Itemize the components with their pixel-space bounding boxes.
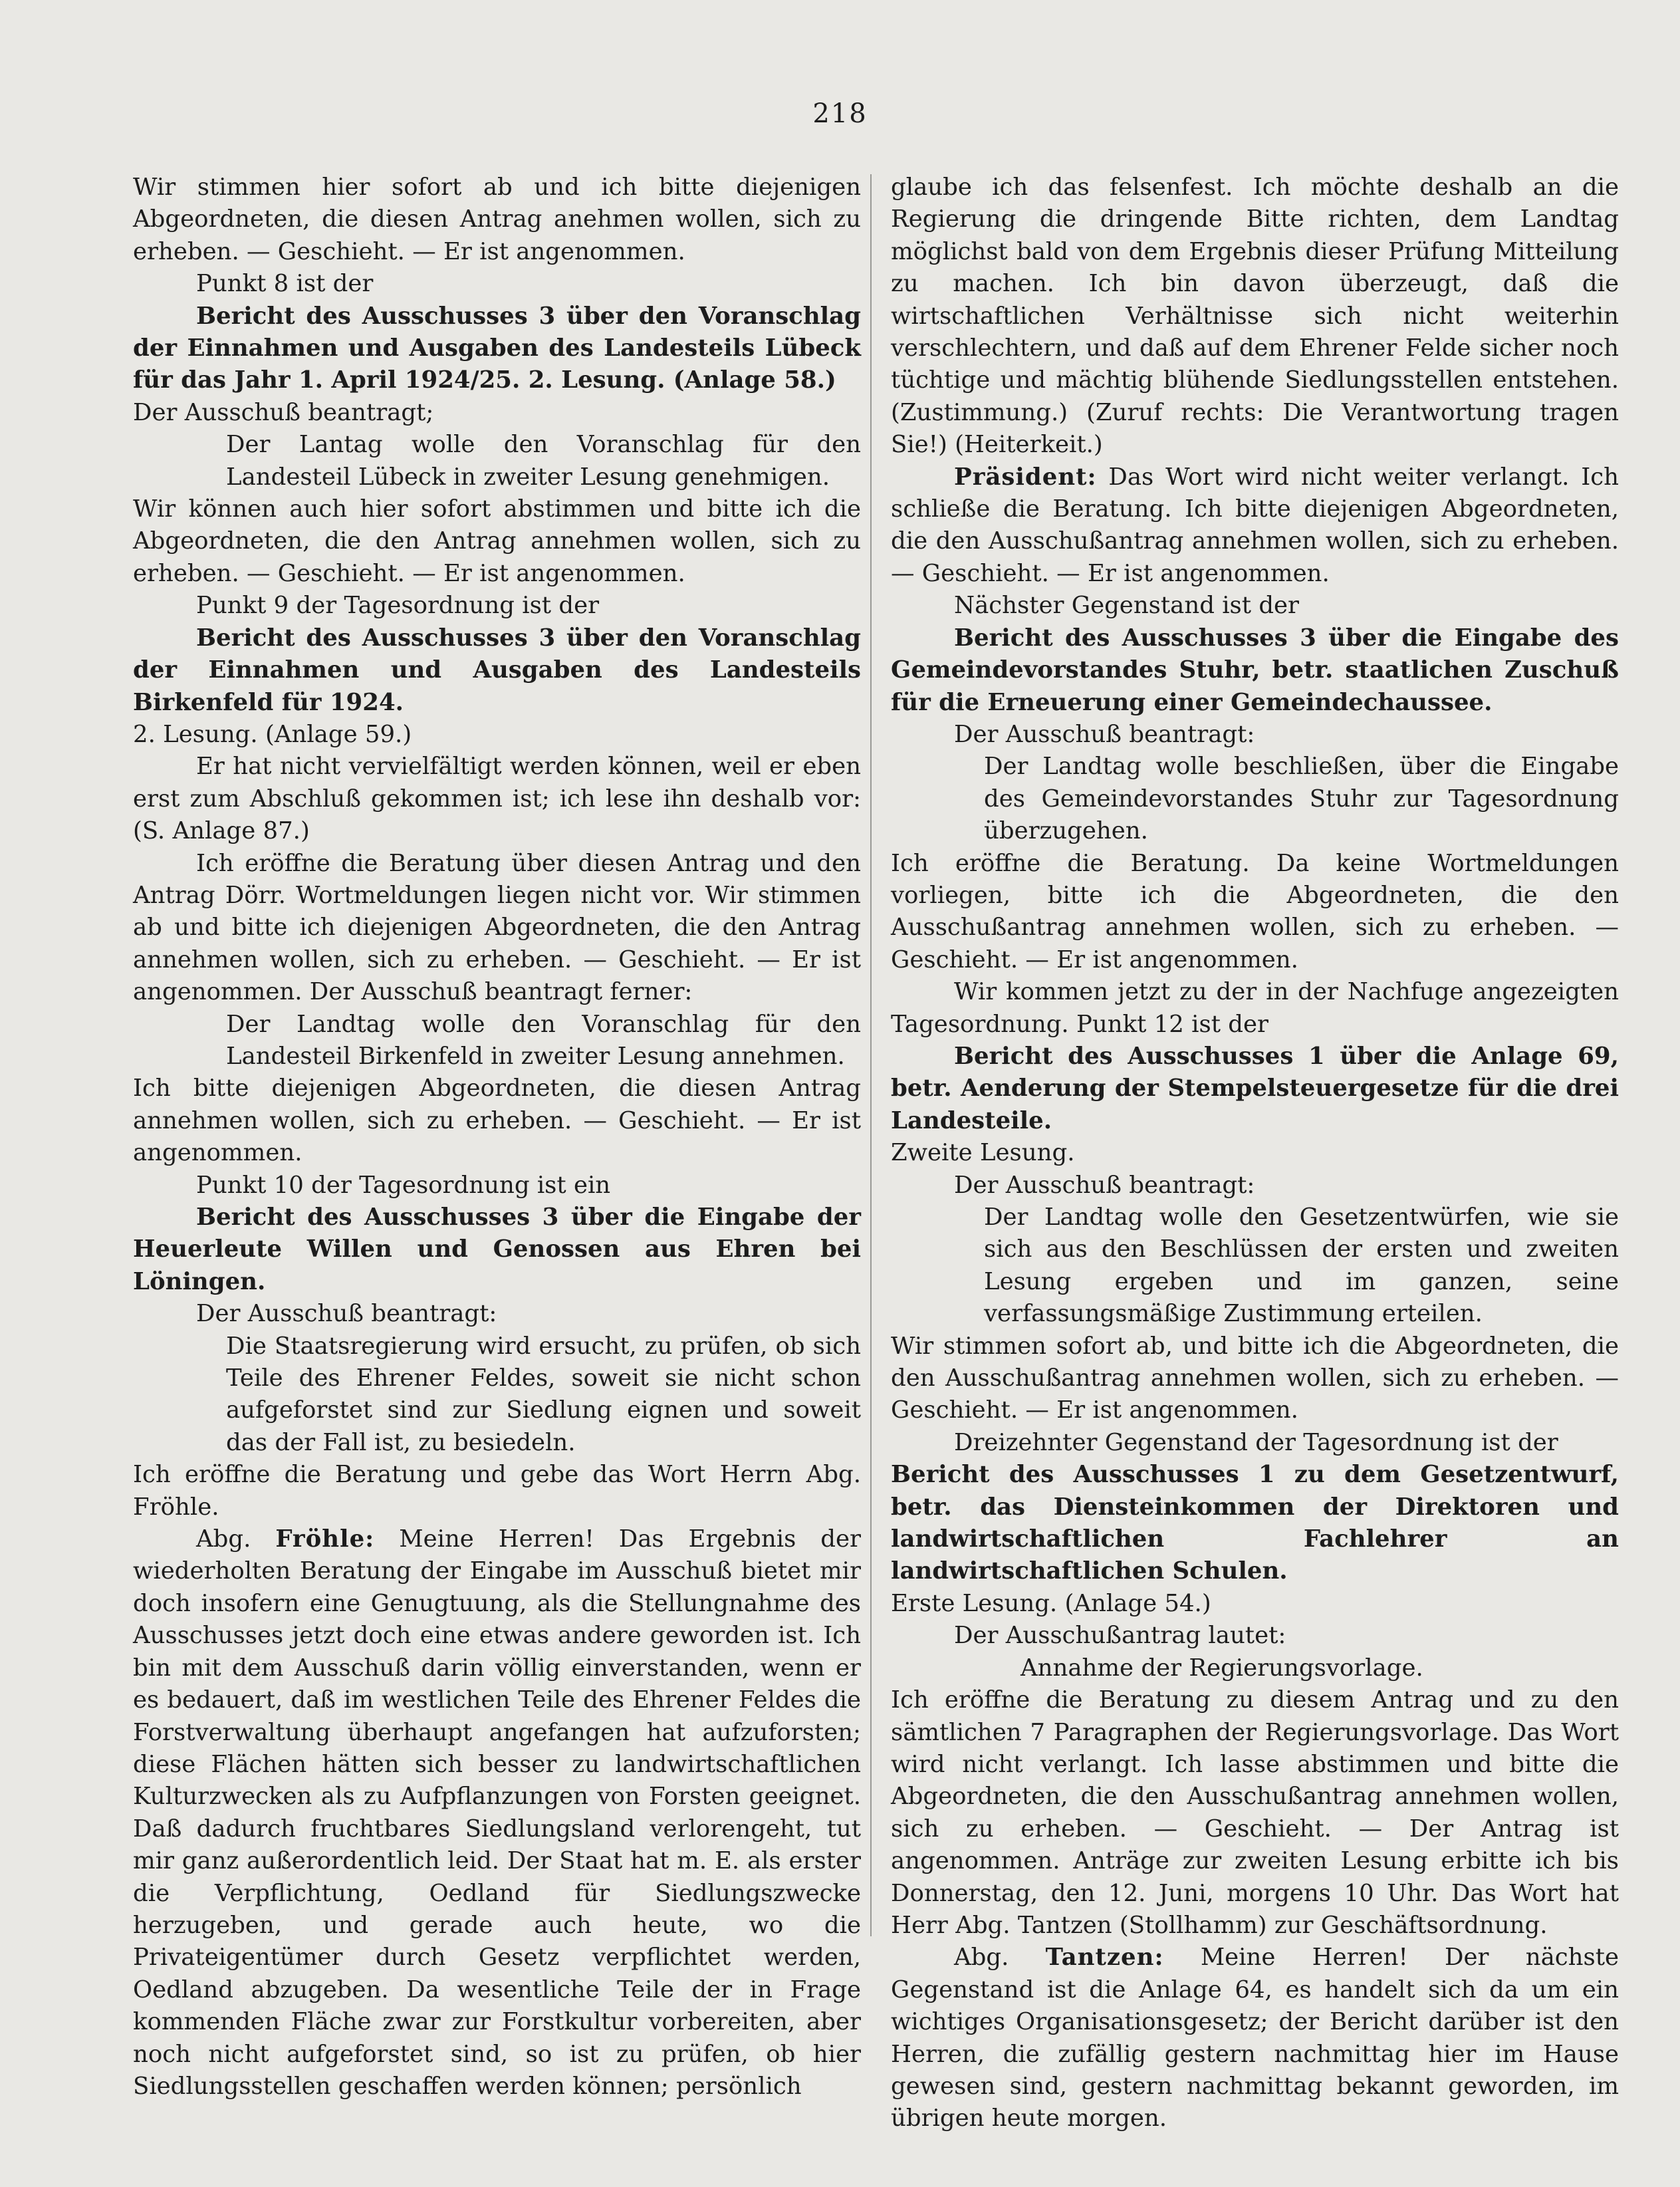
agenda-item-intro: Nächster Gegenstand ist der [954, 592, 1300, 620]
agenda-heading: Bericht des Ausschusses 3 über den Voranschlag der Einnahmen und Ausgaben des Landesteils Lübeck für das Jahr 1. April 1924/25. 2. Lesung. (Anlage 58.) [133, 302, 861, 394]
paragraph: Der Ausschußantrag lautet: [954, 1622, 1286, 1650]
agenda-heading: Bericht des Ausschusses 3 über die Eingabe des Gemeindevorstandes Stuhr, betr. staatlichen Zuschuß für die Erneuerung einer Gemeindechaussee. [891, 624, 1619, 716]
speaker-name: Fröhle: [275, 1525, 375, 1553]
paragraph: Wir stimmen sofort ab, und bitte ich die Abgeordneten, die den Ausschußantrag annehmen wollen, sich zu erheben. — Geschieht. — Er ist angenommen. [891, 1332, 1619, 1424]
page-number: 218 [812, 98, 868, 129]
speech-text: Das Wort wird nicht weiter verlangt. Ich schließe die Beratung. Ich bitte diejenigen Abgeordneten, die den Ausschußantrag annehmen wollen, sich zu erheben. — Geschieht. — Er ist angenommen. [891, 463, 1619, 587]
motion-quote: Der Landtag wolle den Voranschlag für den Landesteil Birkenfeld in zweiter Lesung annehmen. [226, 1010, 861, 1070]
agenda-item-intro: Punkt 10 der Tagesordnung ist ein [196, 1171, 611, 1199]
paragraph: Ich eröffne die Beratung zu diesem Antrag und zu den sämtlichen 7 Paragraphen der Regierungsvorlage. Das Wort wird nicht verlangt. Ich lasse abstimmen und bitte die Abgeordneten, die den Ausschußantrag annehmen wollen, sich zu erheben. — Geschieht. — Der Antrag ist angenommen. Anträge zur zweiten Lesung erbitte ich bis Donnerstag, den 12. Juni, morgens 10 Uhr. Das Wort hat Herr Abg. Tantzen (Stollhamm) zur Geschäftsordnung. [891, 1686, 1619, 1939]
paragraph: Erste Lesung. (Anlage 54.) [891, 1589, 1211, 1617]
speech-paragraph [133, 1523, 861, 2103]
speech-text: Meine Herren! Der nächste Gegenstand ist die Anlage 64, es handelt sich da um ein wichtiges Organisationsgesetz; der Bericht darüber ist den Herren, die zufällig gestern nachmittag hier im Hause gewesen sind, gestern nachmittag bekannt geworden, im übrigen heute morgen. [891, 1944, 1619, 2132]
paragraph: Ich eröffne die Beratung über diesen Antrag und den Antrag Dörr. Wortmeldungen liegen nicht vor. Wir stimmen ab und bitte ich diejenigen Abgeordneten, die den Antrag annehmen wollen, sich zu erheben. — Geschieht. — Er ist angenommen. Der Ausschuß beantragt ferner: [133, 849, 861, 1006]
paragraph: Ich eröffne die Beratung und gebe das Wort Herrn Abg. Fröhle. [133, 1461, 861, 1521]
speech-paragraph [891, 1942, 1619, 2134]
paragraph: Ich eröffne die Beratung. Da keine Wortmeldungen vorliegen, bitte ich die Abgeordneten, die den Ausschußantrag annehmen wollen, sich zu erheben. — Geschieht. — Er ist angenommen. [891, 849, 1619, 973]
paragraph: 2. Lesung. (Anlage 59.) [133, 720, 412, 748]
paragraph: Der Ausschuß beantragt: [954, 1171, 1255, 1199]
motion-quote: Der Landtag wolle den Gesetzentwürfen, wie sie sich aus den Beschlüssen der ersten und zweiten Lesung ergeben und im ganzen, seine verfassungsmäßige Zustimmung erteilen. [984, 1204, 1619, 1328]
agenda-item-intro: Punkt 9 der Tagesordnung ist der [196, 592, 600, 620]
paragraph: Der Ausschuß beantragt: [196, 1300, 497, 1328]
left-column [133, 172, 861, 2103]
motion-quote: Die Staatsregierung wird ersucht, zu prüfen, ob sich Teile des Ehrener Feldes, soweit sie nicht schon aufgeforstet sind zur Siedlung eignen und soweit das der Fall ist, zu besiedeln. [226, 1332, 861, 1456]
right-column [891, 172, 1619, 2135]
motion-quote: Annahme der Regierungsvorlage. [1020, 1654, 1423, 1682]
column-divider [870, 174, 872, 1936]
speaker-name: Präsident: [954, 463, 1097, 491]
agenda-heading: Bericht des Ausschusses 3 über den Voranschlag der Einnahmen und Ausgaben des Landesteils Birkenfeld für 1924. [133, 624, 861, 716]
paragraph: Wir können auch hier sofort abstimmen und bitte ich die Abgeordneten, die den Antrag annehmen wollen, sich zu erheben. — Geschieht. — Er ist angenommen. [133, 495, 861, 587]
speaker-prefix: Abg. [954, 1944, 1009, 1972]
agenda-item-intro: Punkt 8 ist der [196, 270, 374, 298]
motion-quote: Der Landtag wolle beschließen, über die Eingabe des Gemeindevorstandes Stuhr zur Tagesordnung überzugehen. [984, 753, 1619, 845]
paragraph: Er hat nicht vervielfältigt werden können, weil er eben erst zum Abschluß gekommen ist; ich lese ihn deshalb vor: (S. Anlage 87.) [133, 753, 861, 845]
paragraph: Ich bitte diejenigen Abgeordneten, die diesen Antrag annehmen wollen, sich zu erheben. — Geschieht. — Er ist angenommen. [133, 1075, 861, 1167]
speech-text: Meine Herren! Das Ergebnis der wiederholten Beratung der Eingabe im Ausschuß bietet mir doch insofern eine Genugtuung, als die Stellungnahme des Ausschusses jetzt doch eine etwas andere geworden ist. Ich bin mit dem Ausschuß darin völlig einverstanden, wenn er es bedauert, daß im westlichen Teile des Ehrener Feldes die Forstverwaltung überhaupt angefangen hat aufzuforsten; diese Flächen hätten sich besser zu landwirtschaftlichen Kulturzwecken als zu Aufpflanzungen von Forsten geeignet. Daß dadurch fruchtbares Siedlungsland verlorengeht, tut mir ganz außerordentlich leid. Der Staat hat m. E. als erster die Verpflichtung, Oedland für Siedlungszwecke herzugeben, und gerade auch heute, wo die Privateigentümer durch Gesetz verpflichtet werden, Oedland abzugeben. Da wesentliche Teile der in Frage kommenden Fläche zwar zur Forstkultur vorbereiten, aber noch nicht aufgeforstet sind, so ist zu prüfen, ob hier Siedlungsstellen geschaffen werden können; persönlich [133, 1525, 861, 2100]
agenda-heading: Bericht des Ausschusses 3 über die Eingabe der Heuerleute Willen und Genossen aus Ehren bei Löningen. [133, 1204, 861, 1295]
motion-quote: Der Lantag wolle den Voranschlag für den Landesteil Lübeck in zweiter Lesung genehmigen. [226, 431, 861, 491]
paragraph: Der Ausschuß beantragt; [133, 398, 434, 426]
agenda-heading: Bericht des Ausschusses 1 über die Anlage 69, betr. Aenderung der Stempelsteuergesetze für die drei Landesteile. [891, 1042, 1619, 1134]
speaker-prefix: Abg. [196, 1525, 251, 1553]
speech-paragraph [891, 461, 1619, 590]
paragraph: glaube ich das felsenfest. Ich möchte deshalb an die Regierung die dringende Bitte richten, dem Landtag möglichst bald von dem Ergebnis dieser Prüfung Mitteilung zu machen. Ich bin davon überzeugt, daß die wirtschaftlichen Verhältnisse sich nicht weiterhin verschlechtern, und daß auf dem Ehrener Felde sicher noch tüchtige und mächtig blühende Siedlungsstellen entstehen. (Zustimmung.) (Zuruf rechts: Die Verantwortung tragen Sie!) (Heiterkeit.) [891, 174, 1619, 459]
agenda-item-intro: Dreizehnter Gegenstand der Tagesordnung ist der [954, 1428, 1558, 1456]
paragraph: Wir kommen jetzt zu der in der Nachfuge angezeigten Tagesordnung. Punkt 12 ist der [891, 978, 1619, 1038]
paragraph: Zweite Lesung. [891, 1139, 1075, 1167]
paragraph: Der Ausschuß beantragt: [954, 720, 1255, 748]
agenda-heading: Bericht des Ausschusses 1 zu dem Gesetzentwurf, betr. das Diensteinkommen der Direktoren und landwirtschaftlichen Fachlehrer an landwirtschaftlichen Schulen. [891, 1461, 1619, 1585]
paragraph: Wir stimmen hier sofort ab und ich bitte diejenigen Abgeordneten, die diesen Antrag anehmen wollen, sich zu erheben. — Geschieht. — Er ist angenommen. [133, 174, 861, 265]
speaker-name: Tantzen: [1045, 1944, 1164, 1972]
